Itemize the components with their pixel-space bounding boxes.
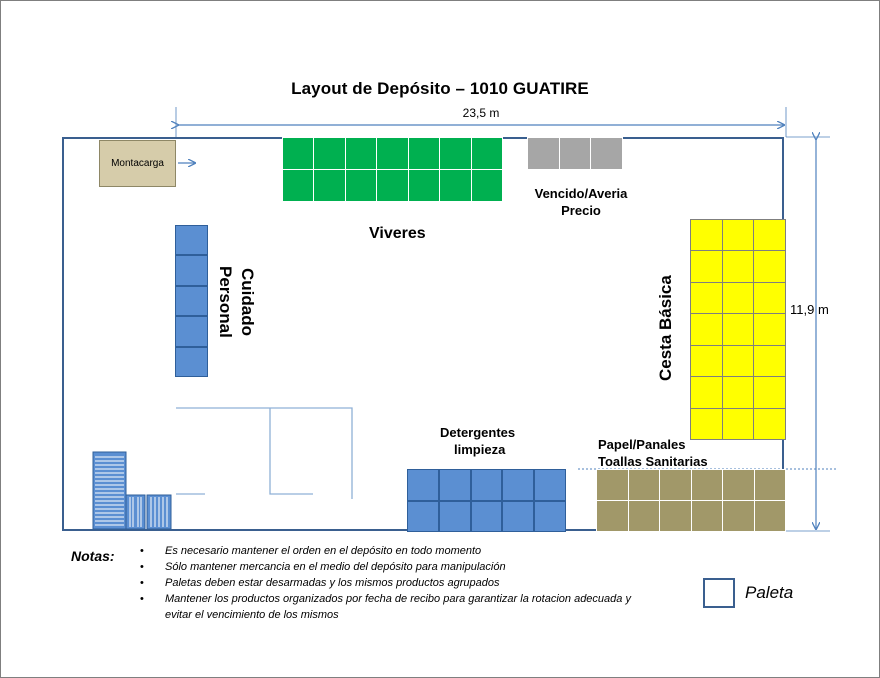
- note-item: • Mantener los productos organizados por fecha de recibo para garantizar la rotacion adecuada y evitar el vencimiento de los mismos: [140, 591, 660, 623]
- pallet-cell: [755, 470, 786, 500]
- office-walls: [176, 407, 356, 499]
- pallet-cell: [723, 409, 754, 439]
- pallet-cell: [472, 138, 502, 169]
- pallet-cell: [176, 348, 207, 376]
- papel-pallets: [596, 469, 786, 532]
- montacarga-zone: Montacarga: [99, 140, 176, 187]
- pallet-cell: [346, 170, 376, 201]
- pallet-cell: [629, 501, 660, 531]
- pallet-cell: [503, 470, 533, 500]
- pallet-cell: [176, 287, 207, 315]
- pallet-cell: [691, 251, 722, 281]
- pallet-cell: [597, 501, 628, 531]
- detergentes-pallets: [407, 469, 566, 532]
- cesta-pallets: [690, 219, 786, 440]
- pallet-cell: [440, 502, 470, 532]
- pallet-cell: [503, 502, 533, 532]
- pallet-cell: [377, 138, 407, 169]
- pallet-cell: [472, 502, 502, 532]
- pallet-cell: [660, 501, 691, 531]
- vencido-pallets: [527, 137, 623, 170]
- pallet-cell: [723, 314, 754, 344]
- pallet-cell: [408, 470, 438, 500]
- pallet-cell: [440, 138, 470, 169]
- pallet-cell: [377, 170, 407, 201]
- pallet-cell: [560, 138, 591, 169]
- pallet-cell: [755, 501, 786, 531]
- pallet-cell: [629, 470, 660, 500]
- pallet-cell: [472, 470, 502, 500]
- pallet-cell: [754, 283, 785, 313]
- pallet-cell: [176, 256, 207, 284]
- pallet-cell: [691, 409, 722, 439]
- pallet-cell: [723, 251, 754, 281]
- pallet-cell: [440, 470, 470, 500]
- pallet-cell: [691, 377, 722, 407]
- pallet-cell: [409, 170, 439, 201]
- note-item: • Sólo mantener mercancia en el medio del depósito para manipulación: [140, 559, 660, 575]
- pallet-cell: [591, 138, 622, 169]
- papel-label: Papel/Panales Toallas Sanitarias: [598, 437, 708, 469]
- height-label: 11,9 m: [790, 302, 829, 317]
- legend-label: Paleta: [745, 583, 794, 602]
- legend-pallet-swatch: [703, 578, 735, 608]
- pallet-cell: [723, 283, 754, 313]
- pallet-cell: [691, 283, 722, 313]
- cuidado-pallets: [175, 225, 208, 377]
- pallet-cell: [409, 138, 439, 169]
- pallet-cell: [723, 346, 754, 376]
- viveres-label: Viveres: [369, 225, 426, 242]
- pallet-cell: [691, 314, 722, 344]
- pallet-cell: [692, 501, 723, 531]
- detergentes-label: Detergentes limpieza: [440, 425, 516, 457]
- pallet-cell: [176, 226, 207, 254]
- notes-list: [140, 543, 660, 623]
- pallet-cell: [660, 470, 691, 500]
- pallet-cell: [283, 170, 313, 201]
- pallet-cell: [754, 251, 785, 281]
- pallet-cell: [314, 170, 344, 201]
- pallet-cell: [691, 346, 722, 376]
- pallet-cell: [314, 138, 344, 169]
- note-item: • Es necesario mantener el orden en el depósito en todo momento: [140, 543, 660, 559]
- pallet-cell: [754, 409, 785, 439]
- note-item: • Paletas deben estar desarmadas y los mismos productos agrupados: [140, 575, 660, 591]
- pallet-stacks: [92, 451, 174, 531]
- pallet-cell: [691, 220, 722, 250]
- pallet-cell: [723, 470, 754, 500]
- pallet-cell: [535, 502, 565, 532]
- pallet-cell: [408, 502, 438, 532]
- pallet-cell: [723, 501, 754, 531]
- width-label: 23,5 m: [462, 106, 500, 120]
- pallet-cell: [754, 346, 785, 376]
- pallet-cell: [723, 220, 754, 250]
- pallet-cell: [535, 470, 565, 500]
- pallet-cell: [754, 377, 785, 407]
- pallet-cell: [440, 170, 470, 201]
- pallet-cell: [754, 220, 785, 250]
- pallet-cell: [692, 470, 723, 500]
- pallet-cell: [283, 138, 313, 169]
- pallet-cell: [597, 470, 628, 500]
- vencido-label: Vencido/Averia Precio: [534, 186, 628, 218]
- pallet-cell: [346, 138, 376, 169]
- pallet-cell: [472, 170, 502, 201]
- viveres-pallets: [282, 137, 503, 202]
- pallet-cell: [754, 314, 785, 344]
- pallet-cell: [723, 377, 754, 407]
- pallet-cell: [176, 317, 207, 345]
- diagram-title: Layout de Depósito – 1010 GUATIRE: [291, 79, 589, 98]
- cesta-label: Cesta Básica: [656, 275, 675, 381]
- pallet-cell: [528, 138, 559, 169]
- notes-label: Notas:: [71, 548, 115, 564]
- cuidado-label: Cuidado Personal: [216, 266, 257, 338]
